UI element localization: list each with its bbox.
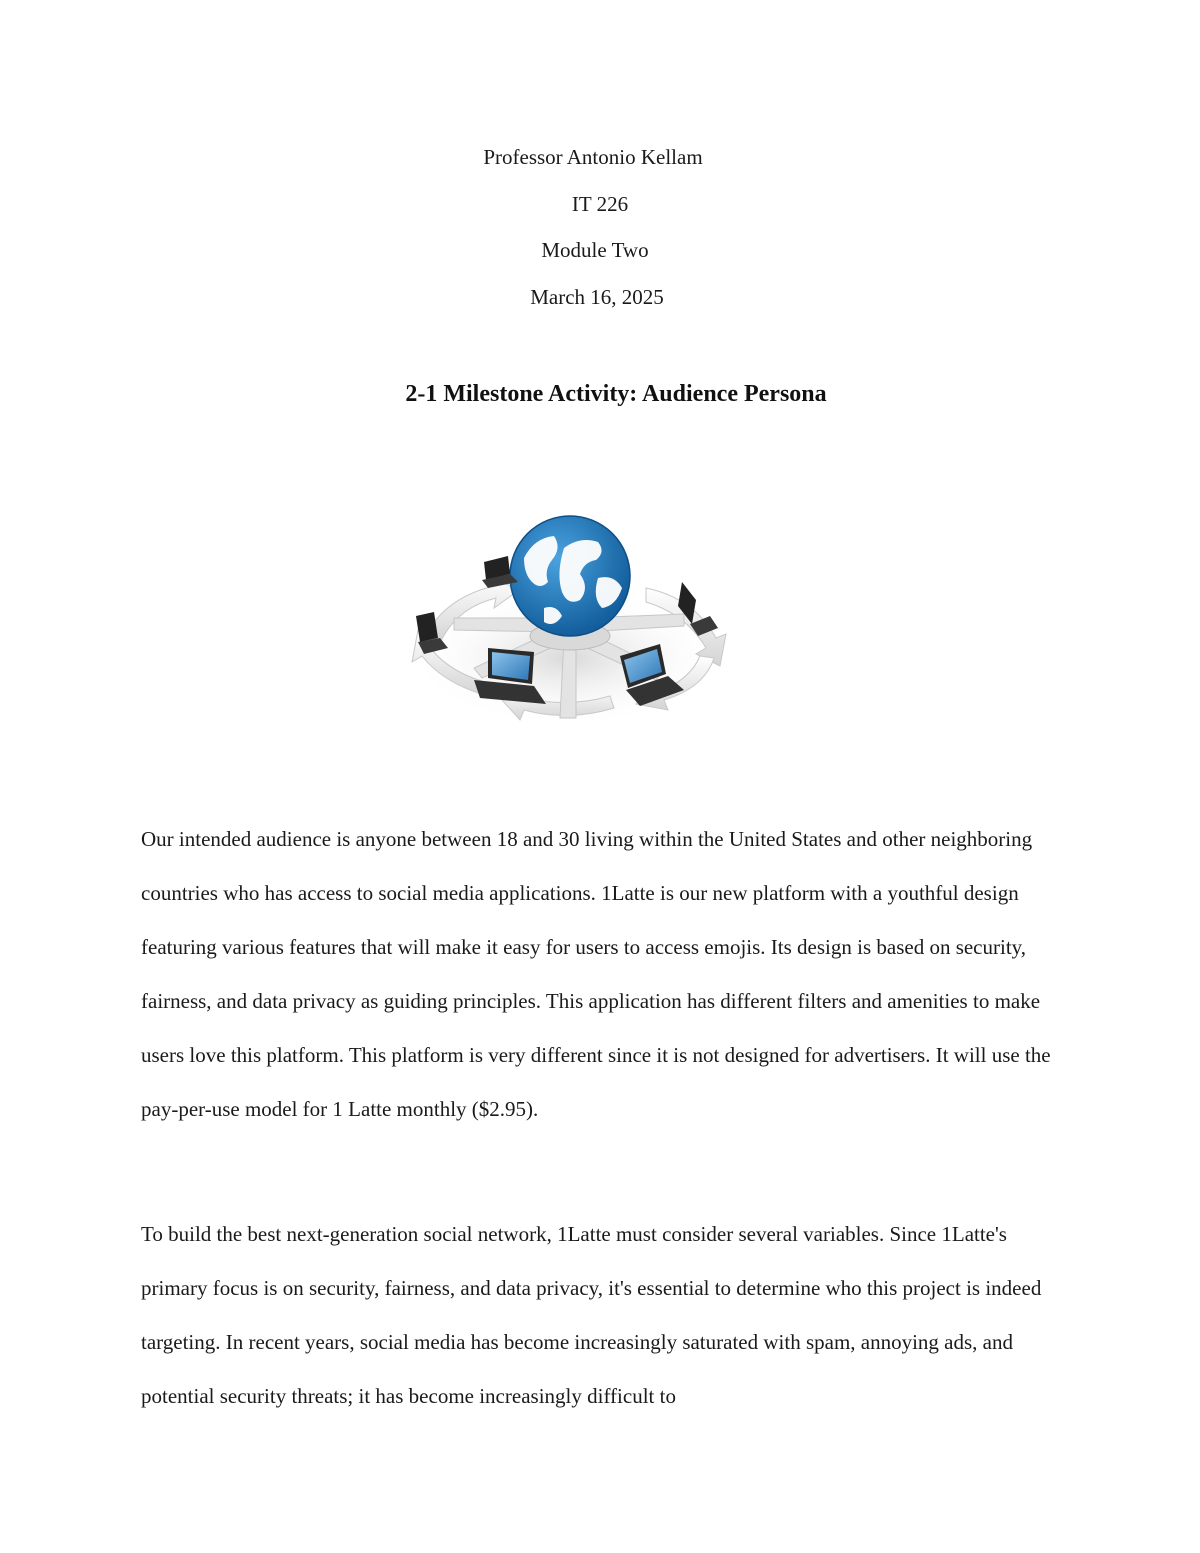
- document-date: March 16, 2025: [530, 285, 664, 309]
- course-code: IT 226: [571, 192, 629, 216]
- professor-name: Professor Antonio Kellam: [483, 145, 703, 169]
- module-name: Module Two: [541, 238, 649, 262]
- globe-network-laptops-icon: [384, 478, 752, 754]
- document-title: 2-1 Milestone Activity: Audience Persona: [405, 381, 827, 407]
- paragraph-variables: To build the best next-generation social network, 1Latte must consider several variables. Since 1Latte's primary focus is on security, fairness, and data privacy, it's essential to determine who this project is indeed targeting. In recent years, social media has become increasingly saturated with spam, annoying ads, and potential security threats; it has become increasingly difficult to: [141, 1222, 1042, 1408]
- paragraph-audience: Our intended audience is anyone between 18 and 30 living within the United States and other neighboring countries who has access to social media applications. 1Latte is our new platform with a youthful design featuring various features that will make it easy for users to access emojis. Its design is based on security, fairness, and data privacy as guiding principles. This application has different filters and amenities to make users love this platform. This platform is very different since it is not designed for advertisers. It will use the pay-per-use model for 1 Latte monthly ($2.95).: [141, 827, 1051, 1121]
- globe-network-figure: [384, 478, 752, 754]
